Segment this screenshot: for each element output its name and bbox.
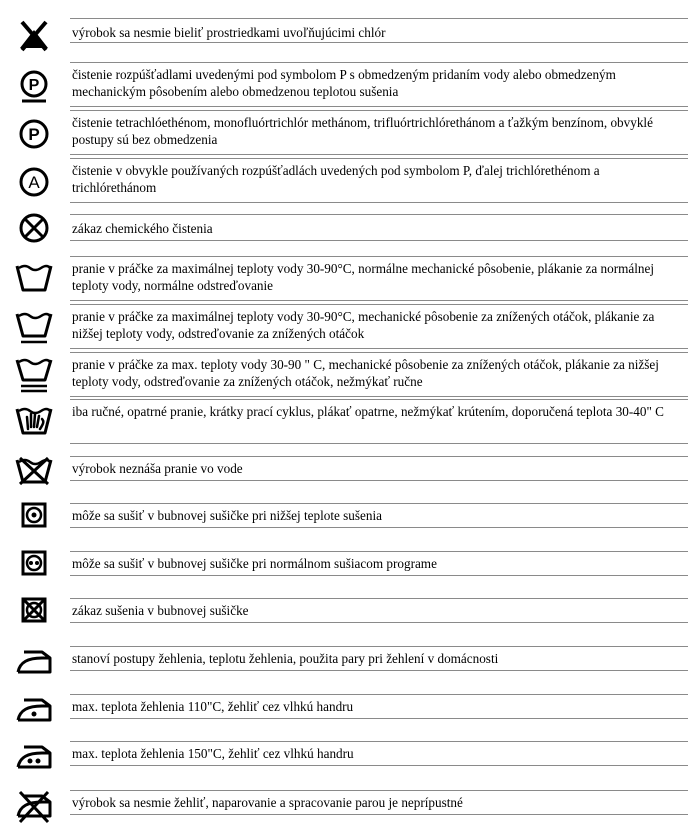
svg-text:P: P — [28, 77, 40, 94]
do-not-iron-icon — [14, 786, 54, 826]
svg-text:A: A — [28, 173, 40, 192]
dry-clean-p-underlined-icon — [14, 66, 54, 106]
do-not-tumble-dry-icon — [14, 590, 54, 630]
list-item-text: zákaz chemického čistenia — [72, 221, 213, 236]
list-item-text: výrobok sa nesmie bieliť prostriedkami uvoľňujúcimi chlór — [72, 25, 386, 40]
machine-wash-permanent-press-icon — [14, 306, 54, 346]
do-not-wash-icon — [14, 450, 54, 490]
no-dry-clean-icon — [14, 208, 54, 248]
dry-clean-a-icon — [14, 162, 54, 202]
machine-wash-normal-icon — [14, 258, 54, 298]
list-item-text: max. teplota žehlenia 150"C, žehliť cez vlhkú handru — [72, 746, 354, 761]
iron-icon — [14, 642, 54, 682]
tumble-dry-normal-icon — [14, 543, 54, 583]
list-item-text: čistenie tetrachlóethénom, monofluórtrichlór methánom, trifluórtrichlórethánom a ťažkým benzínom, obvyklé postupy sú bez obmedzenia — [72, 115, 653, 147]
dry-clean-p-icon — [14, 114, 54, 154]
list-item-text: môže sa sušiť v bubnovej sušičke pri nižšej teplote sušenia — [72, 508, 382, 523]
no-chlorine-bleach-icon — [14, 16, 54, 56]
machine-wash-gentle-icon — [14, 354, 54, 394]
list-item-text: pranie v práčke za maximálnej teploty vody 30-90°C, mechanické pôsobenie za znížených otáčok, plákanie za nižšej teploty vody, odstreďovanie za znížených otáčok — [72, 309, 655, 341]
list-item-text: max. teplota žehlenia 110"C, žehliť cez vlhkú handru — [72, 699, 354, 714]
list-item-text: čistenie rozpúšťadlami uvedenými pod symbolom P s obmedzeným pridaním vody alebo obmedzeným mechanickým pôsobením alebo obmedzenou teplotou sušenia — [72, 67, 616, 99]
list-item-text: stanoví postupy žehlenia, teplotu žehlenia, použita pary pri žehlení v domácnosti — [72, 651, 499, 666]
list-item-text: pranie v práčke za max. teploty vody 30-90 " C, mechanické pôsobenie za znížených otáčok, plákanie za nižšej teploty vody, odstreďovanie za znížených otáčok, nežmýkať ručne — [72, 357, 659, 389]
iron-medium-icon — [14, 737, 54, 777]
iron-low-icon — [14, 690, 54, 730]
svg-text:P: P — [28, 125, 40, 144]
list-item-text: výrobok sa nesmie žehliť, naparovanie a spracovanie parou je neprípustné — [72, 795, 463, 810]
list-item-text: výrobok neznáša pranie vo vode — [72, 461, 243, 476]
tumble-dry-low-icon — [14, 495, 54, 535]
list-item-text: pranie v práčke za maximálnej teploty vody 30-90°C, normálne mechanické pôsobenie, plákanie za normálnej teploty vody, normálne odstreďovanie — [72, 261, 655, 293]
list-item-text: môže sa sušiť v bubnovej sušičke pri normálnom sušiacom programe — [72, 556, 437, 571]
list-item-text: iba ručné, opatrné pranie, krátky prací cyklus, plákať opatrne, nežmýkať krútením, doporučená teplota 30-40" C — [72, 404, 664, 419]
list-item-text: zákaz sušenia v bubnovej sušičke — [72, 603, 249, 618]
hand-wash-icon — [14, 401, 54, 441]
list-item-text: čistenie v obvykle používaných rozpúšťadlách uvedených pod symbolom P, ďalej trichlórethénom a trichlórethánom — [72, 163, 600, 195]
